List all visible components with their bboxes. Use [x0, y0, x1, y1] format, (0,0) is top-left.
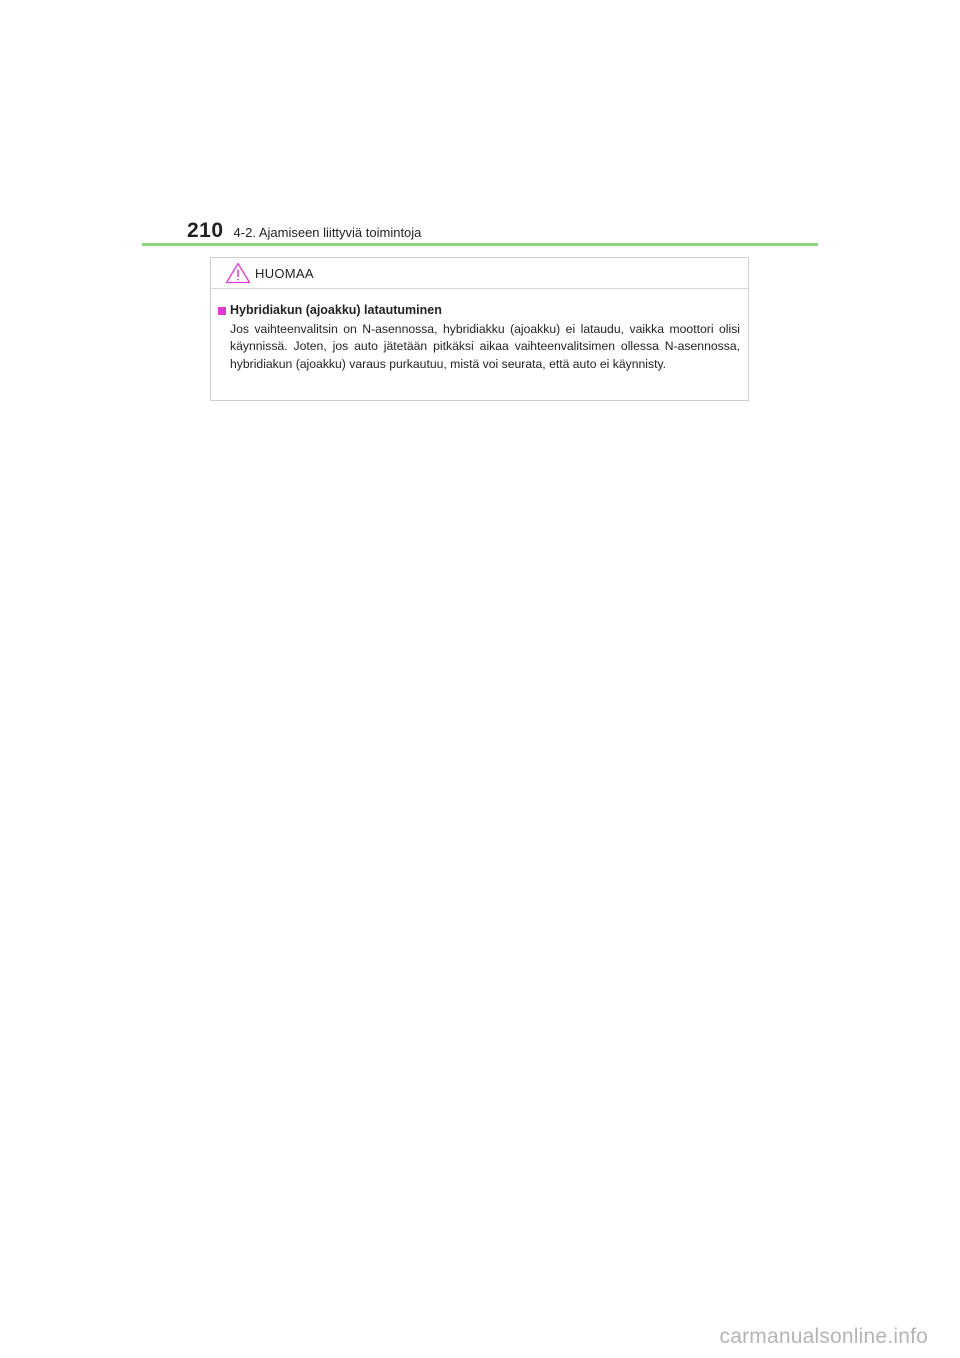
- section-title: 4-2. Ajamiseen liittyviä toimintoja: [233, 225, 422, 240]
- warning-triangle-icon: [225, 262, 251, 284]
- watermark: carmanualsonline.info: [719, 1325, 928, 1348]
- page-header: [187, 213, 421, 243]
- notice-item-title-text: Hybridiakun (ajoakku) latautuminen: [230, 303, 442, 317]
- header-rule: [142, 243, 818, 246]
- notice-body: [211, 289, 748, 373]
- notice-item-text: Jos vaihteenvalitsin on N-asennossa, hybridiakku (ajoakku) ei lataudu, vaikka moottori olisi käynnissä. Joten, jos auto jätetään pitkäksi aikaa vaihteenvalitsimen ollessa N-asennossa, hybridiakun (ajoakku) varaus purkautuu, mistä voi seurata, että auto ei käynnisty.: [230, 322, 740, 371]
- notice-label: HUOMAA: [255, 265, 314, 281]
- page-number: 210: [187, 219, 224, 242]
- notice-header: [211, 258, 748, 289]
- square-bullet-icon: [218, 307, 226, 315]
- notice-item-title: [218, 302, 740, 319]
- notice-box: [210, 257, 749, 401]
